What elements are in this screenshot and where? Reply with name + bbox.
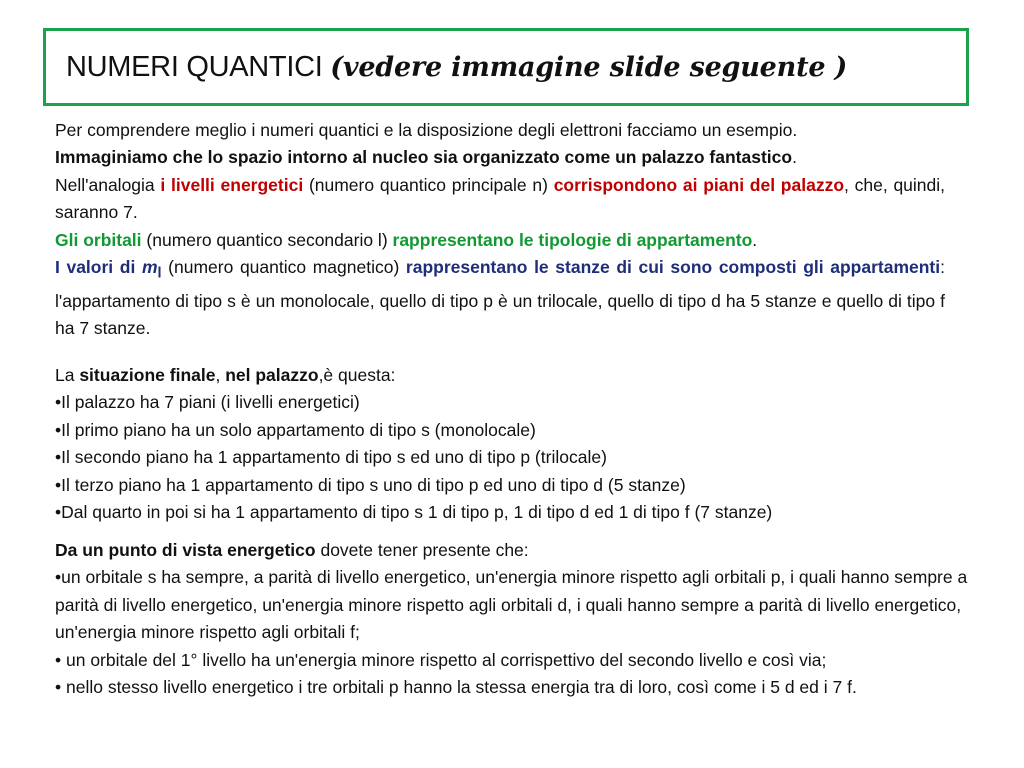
energy-section — [55, 537, 1010, 701]
intro-line-2 — [55, 144, 945, 171]
final-text-3: ,è questa: — [318, 365, 396, 385]
final-situation-section — [55, 362, 945, 526]
title-main: NUMERI QUANTICI — [66, 50, 331, 83]
intro-line-1: Per comprendere meglio i numeri quantici e la disposizione degli elettroni facciamo un esempio. — [55, 120, 798, 140]
final-bullet: •Il primo piano ha un solo appartamento di tipo s (monolocale) — [55, 419, 536, 440]
intro-section — [55, 117, 945, 343]
magnetic-symbol-m: m — [141, 257, 158, 278]
final-bullet: •Dal quarto in poi si ha 1 appartamento di tipo s 1 di tipo p, 1 di tipo d ed 1 di tipo f (7 stanze) — [55, 502, 773, 523]
orbitals-paragraph — [55, 227, 945, 254]
intro-line-2-end: . — [792, 147, 797, 168]
final-bold-2: nel palazzo — [225, 365, 319, 385]
energy-bullet: •un orbitale s ha sempre, a parità di livello energetico, un'energia minore rispetto agli orbitali p, i quali hanno sempre a parità di livello energetico, un'energia minore rispetto agli orbitali d, i quali hanno sempre a parità di livello energetico, un'energia minore rispetto agli orbitali f; — [55, 567, 968, 643]
magnetic-symbol — [141, 257, 162, 282]
slide-title — [46, 51, 847, 84]
energy-text: dovete tener presente che: — [315, 540, 529, 560]
final-situation-heading — [55, 362, 945, 389]
orbitals-highlight-1: Gli orbitali — [55, 229, 142, 250]
magnetic-paragraph — [55, 254, 945, 343]
final-text-2: , — [215, 365, 226, 385]
magnetic-highlight-1: I valori di — [55, 257, 142, 278]
levels-highlight-2: corrispondono ai piani del palazzo — [553, 174, 845, 195]
title-box — [43, 28, 969, 106]
final-text-1: La — [55, 365, 80, 385]
title-subtitle: (vedere immagine slide seguente ) — [330, 51, 848, 83]
orbitals-text-2: . — [752, 229, 758, 250]
energy-bullet: • un orbitale del 1° livello ha un'energia minore rispetto al corrispettivo del secondo livello e così via; — [55, 649, 827, 670]
levels-paragraph — [55, 172, 945, 227]
magnetic-highlight-2: rappresentano le stanze di cui sono composti gli appartamenti — [405, 257, 941, 278]
energy-bullet: • nello stesso livello energetico i tre orbitali p hanno la stessa energia tra di loro, così come i 5 d ed i 7 f. — [55, 677, 857, 698]
final-bullet: •Il palazzo ha 7 piani (i livelli energetici) — [55, 392, 360, 413]
levels-text-2: (numero quantico principale n) — [303, 174, 554, 195]
levels-text-3: , che, quindi, saranno 7. — [55, 174, 946, 223]
final-bold-1: situazione finale — [79, 365, 216, 385]
magnetic-text-2: : l'appartamento di tipo s è un monolocale, quello di tipo p è un trilocale, quello di tipo d ha 5 stanze e quello di tipo f ha 7 stanze. — [55, 257, 945, 339]
magnetic-text-1: (numero quantico magnetico) — [161, 257, 406, 278]
levels-text-1: Nell'analogia — [55, 174, 161, 195]
orbitals-highlight-2: rappresentano le tipologie di appartamento — [392, 229, 753, 250]
intro-line-2-bold: Immaginiamo che lo spazio intorno al nucleo sia organizzato come un palazzo fantastico — [55, 147, 793, 168]
energy-heading — [55, 537, 1010, 564]
energy-bold: Da un punto di vista energetico — [55, 540, 316, 560]
magnetic-symbol-l: l — [157, 265, 162, 282]
orbitals-text-1: (numero quantico secondario l) — [141, 229, 393, 250]
levels-highlight-1: i livelli energetici — [160, 174, 304, 195]
final-bullet: •Il terzo piano ha 1 appartamento di tipo s uno di tipo p ed uno di tipo d (5 stanze) — [55, 474, 686, 495]
final-bullet: •Il secondo piano ha 1 appartamento di tipo s ed uno di tipo p (trilocale) — [55, 447, 607, 468]
